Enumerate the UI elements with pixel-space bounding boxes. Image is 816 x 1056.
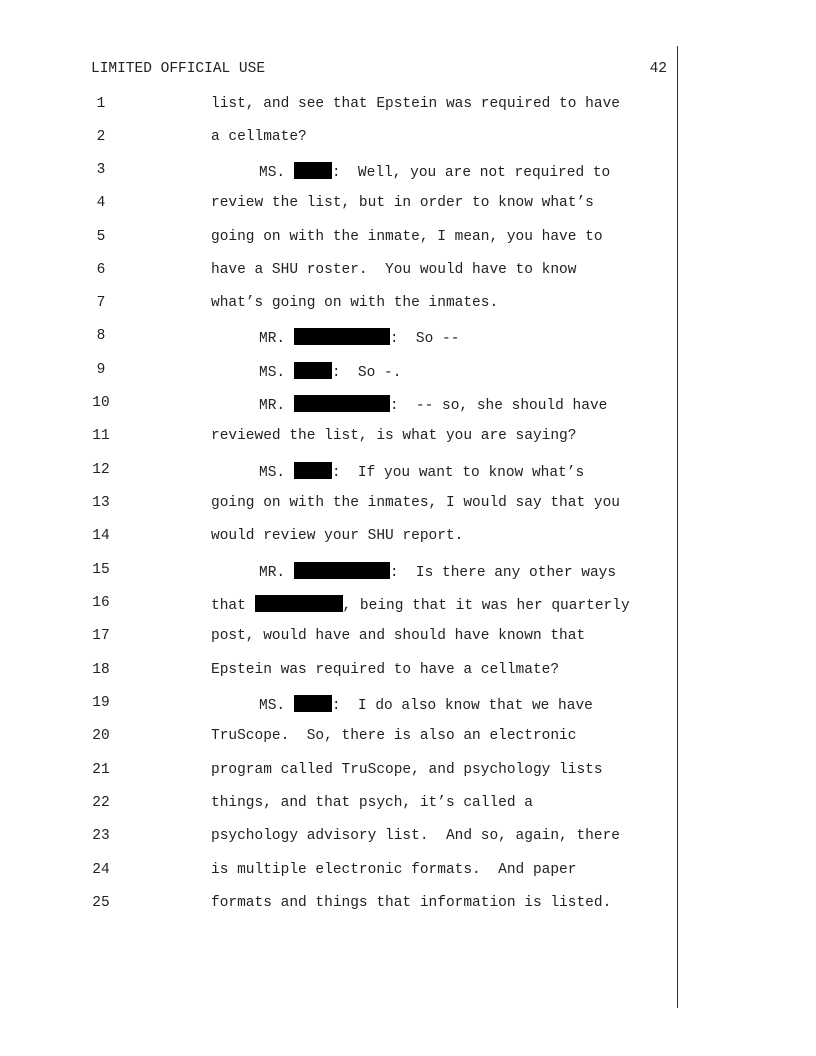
- speaker-remark: : Is there any other ways: [389, 565, 617, 581]
- transcript-line: [0, 328, 680, 362]
- transcript-line: [0, 495, 680, 529]
- speaker-remark: : So --: [389, 331, 460, 347]
- line-prefix: that: [211, 598, 255, 614]
- line-text: Epstein was required to have a cellmate?: [211, 662, 560, 678]
- line-number: 3: [96, 162, 106, 178]
- line-text: [259, 362, 401, 381]
- speaker-remark: : I do also know that we have: [331, 698, 593, 714]
- line-number: 2: [96, 129, 106, 145]
- line-remainder: , being that it was her quarterly: [342, 598, 630, 614]
- transcript-line: [0, 595, 680, 629]
- speaker-prefix: MS.: [259, 698, 294, 714]
- transcript-line: [0, 162, 680, 196]
- line-text: going on with the inmate, I mean, you have to: [211, 229, 603, 245]
- transcript-line: [0, 362, 680, 396]
- transcript-line: [0, 295, 680, 329]
- line-text: is multiple electronic formats. And paper: [211, 862, 577, 878]
- line-number: 16: [92, 595, 110, 611]
- line-text: post, would have and should have known that: [211, 628, 586, 644]
- line-text: formats and things that information is listed.: [211, 895, 612, 911]
- transcript-line: [0, 96, 680, 130]
- line-text: [259, 162, 610, 181]
- line-text: what’s going on with the inmates.: [211, 295, 499, 311]
- line-number: 21: [92, 762, 110, 778]
- transcript-line: [0, 728, 680, 762]
- line-number: 17: [92, 628, 110, 644]
- page-number: 42: [649, 61, 667, 77]
- redaction-block: [294, 562, 390, 579]
- line-number: 7: [96, 295, 106, 311]
- page-header-label: LIMITED OFFICIAL USE: [91, 61, 266, 77]
- transcript-line: [0, 195, 680, 229]
- transcript-line: [0, 695, 680, 729]
- transcript-line: [0, 562, 680, 596]
- redaction-block: [255, 595, 343, 612]
- transcript-line: [0, 795, 680, 829]
- speaker-prefix: MS.: [259, 165, 294, 181]
- speaker-prefix: MR.: [259, 398, 294, 414]
- transcript-line: [0, 462, 680, 496]
- line-number: 8: [96, 328, 106, 344]
- line-number: 6: [96, 262, 106, 278]
- redaction-block: [294, 695, 332, 712]
- redaction-block: [294, 162, 332, 179]
- line-text: [259, 395, 607, 414]
- line-text: [259, 328, 459, 347]
- line-text: program called TruScope, and psychology lists: [211, 762, 603, 778]
- transcript-line: [0, 395, 680, 429]
- line-text: TruScope. So, there is also an electronic: [211, 728, 577, 744]
- line-text: [259, 562, 616, 581]
- line-number: 12: [92, 462, 110, 478]
- line-number: 22: [92, 795, 110, 811]
- line-text: [259, 462, 584, 481]
- transcript-line: [0, 862, 680, 896]
- line-number: 10: [92, 395, 110, 411]
- line-number: 15: [92, 562, 110, 578]
- redaction-block: [294, 462, 332, 479]
- line-text: psychology advisory list. And so, again, there: [211, 828, 620, 844]
- speaker-remark: : Well, you are not required to: [331, 165, 611, 181]
- transcript-line: [0, 528, 680, 562]
- line-text: have a SHU roster. You would have to know: [211, 262, 577, 278]
- redaction-block: [294, 395, 390, 412]
- line-text: would review your SHU report.: [211, 528, 464, 544]
- line-number: 25: [92, 895, 110, 911]
- line-text: going on with the inmates, I would say that you: [211, 495, 620, 511]
- speaker-prefix: MR.: [259, 331, 294, 347]
- line-number: 19: [92, 695, 110, 711]
- transcript-line: [0, 895, 680, 929]
- redaction-block: [294, 328, 390, 345]
- line-text: things, and that psych, it’s called a: [211, 795, 533, 811]
- line-number: 13: [92, 495, 110, 511]
- speaker-remark: : If you want to know what’s: [331, 465, 585, 481]
- speaker-prefix: MR.: [259, 565, 294, 581]
- transcript-line: [0, 428, 680, 462]
- transcript-line: [0, 129, 680, 163]
- transcript-line: [0, 229, 680, 263]
- line-text: list, and see that Epstein was required to have: [211, 96, 620, 112]
- redaction-block: [294, 362, 332, 379]
- line-number: 14: [92, 528, 110, 544]
- line-text: a cellmate?: [211, 129, 307, 145]
- line-number: 18: [92, 662, 110, 678]
- transcript-line: [0, 628, 680, 662]
- line-number: 23: [92, 828, 110, 844]
- line-number: 20: [92, 728, 110, 744]
- line-text: [211, 595, 630, 614]
- line-number: 24: [92, 862, 110, 878]
- speaker-remark: : -- so, she should have: [389, 398, 608, 414]
- transcript-line: [0, 662, 680, 696]
- transcript-line: [0, 762, 680, 796]
- line-text: review the list, but in order to know what’s: [211, 195, 594, 211]
- transcript-line: [0, 828, 680, 862]
- line-number: 9: [96, 362, 106, 378]
- speaker-prefix: MS.: [259, 365, 294, 381]
- transcript-line: [0, 262, 680, 296]
- line-number: 5: [96, 229, 106, 245]
- line-number: 11: [92, 428, 110, 444]
- speaker-remark: : So -.: [331, 365, 402, 381]
- line-number: 1: [96, 96, 106, 112]
- line-text: reviewed the list, is what you are saying?: [211, 428, 577, 444]
- speaker-prefix: MS.: [259, 465, 294, 481]
- line-number: 4: [96, 195, 106, 211]
- line-text: [259, 695, 593, 714]
